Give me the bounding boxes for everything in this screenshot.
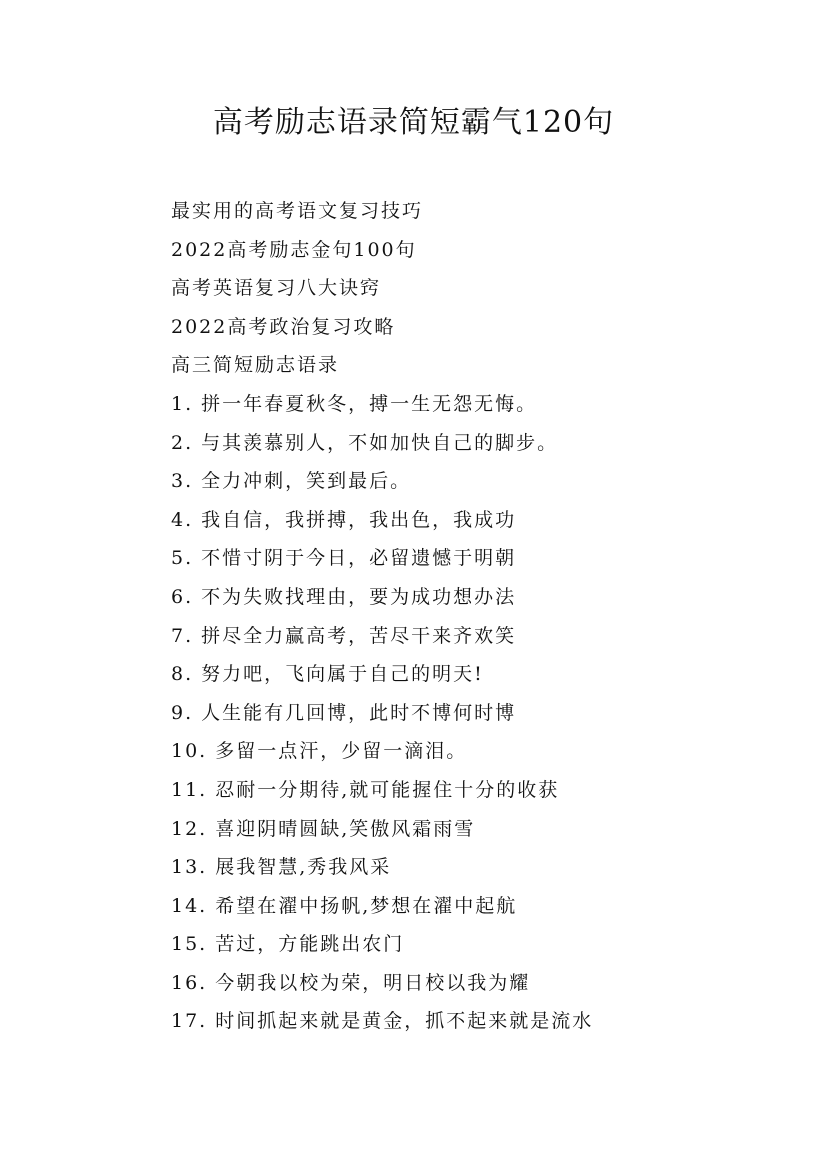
body-line: 4. 我自信，我拼搏，我出色，我成功 bbox=[171, 508, 517, 531]
body-line: 10. 多留一点汗，少留一滴泪。 bbox=[171, 740, 468, 763]
body-line: 15. 苦过，方能跳出农门 bbox=[171, 933, 405, 956]
body-line: 14. 希望在濯中扬帆,梦想在濯中起航 bbox=[171, 894, 518, 917]
document-title: 高考励志语录简短霸气120句 bbox=[212, 105, 615, 140]
body-line: 最实用的高考语文复习技巧 bbox=[171, 200, 424, 222]
document-body bbox=[171, 192, 791, 1041]
body-line: 8. 努力吧，飞向属于自己的明天! bbox=[171, 663, 484, 686]
body-line: 17. 时间抓起来就是黄金，抓不起来就是流水 bbox=[171, 1010, 594, 1033]
body-line: 12. 喜迎阴晴圆缺,笑傲风霜雨雪 bbox=[171, 817, 476, 840]
body-line: 3. 全力冲刺，笑到最后。 bbox=[171, 470, 412, 493]
body-line: 16. 今朝我以校为荣，明日校以我为耀 bbox=[171, 971, 531, 994]
body-line: 9. 人生能有几回博，此时不博何时博 bbox=[171, 701, 517, 724]
body-line: 2. 与其羡慕别人，不如加快自己的脚步。 bbox=[171, 431, 559, 454]
body-line: 1. 拼一年春夏秋冬，搏一生无怨无悔。 bbox=[171, 392, 538, 415]
body-line: 高考英语复习八大诀窍 bbox=[171, 277, 382, 300]
body-line: 2022高考政治复习攻略 bbox=[171, 315, 396, 338]
body-line: 11. 忍耐一分期待,就可能握住十分的收获 bbox=[171, 778, 560, 801]
body-line: 高三简短励志语录 bbox=[171, 354, 340, 377]
body-line: 7. 拼尽全力赢高考，苦尽干来齐欢笑 bbox=[171, 624, 517, 647]
body-line: 13. 展我智慧,秀我风采 bbox=[171, 856, 392, 879]
body-line: 5. 不惜寸阴于今日，必留遗憾于明朝 bbox=[171, 547, 517, 570]
body-line: 2022高考励志金句100句 bbox=[171, 238, 417, 261]
body-line: 6. 不为失败找理由，要为成功想办法 bbox=[171, 585, 517, 608]
